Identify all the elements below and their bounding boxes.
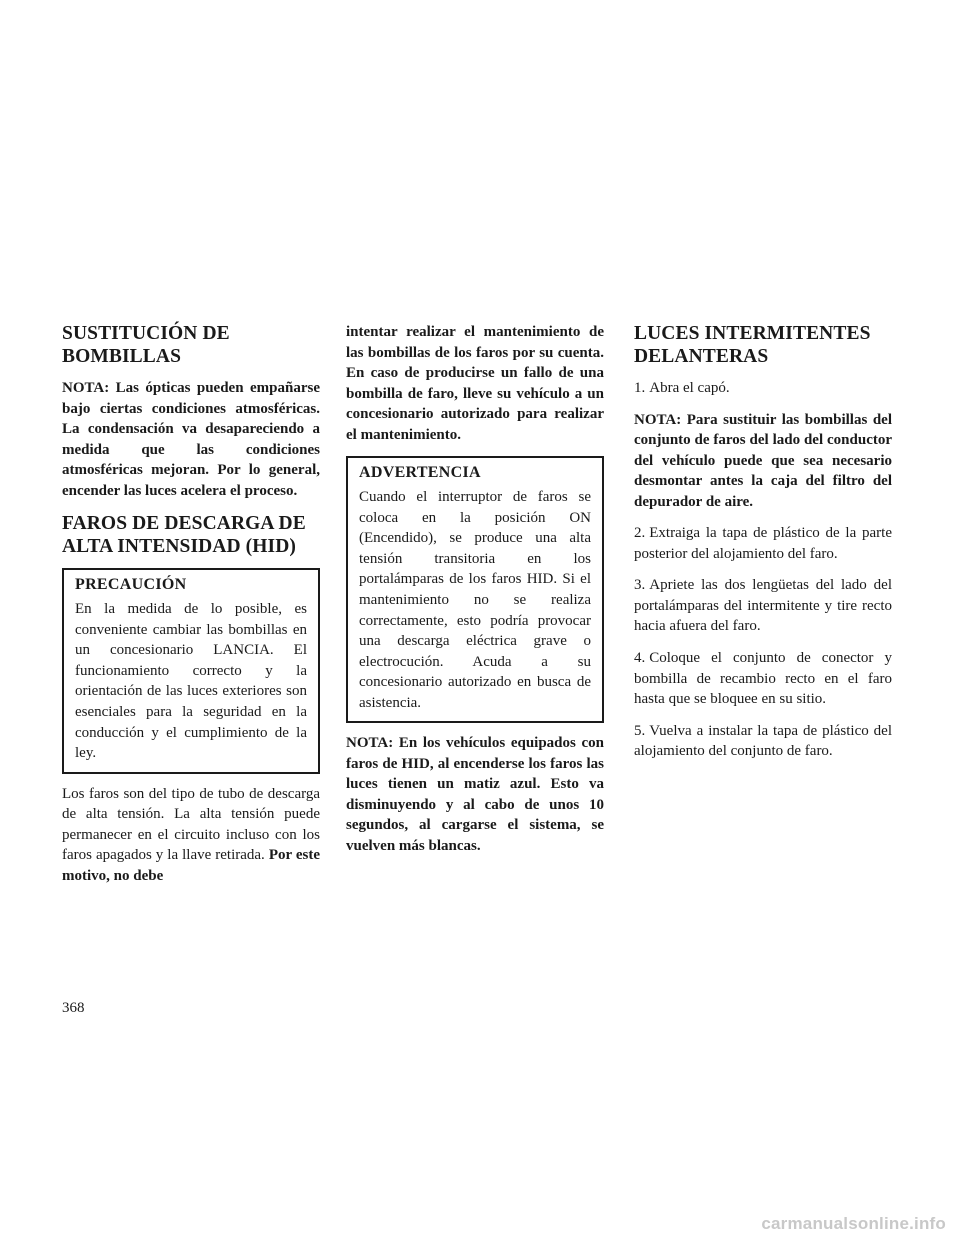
step-3 [634,575,892,637]
step-2-text: Extraiga la tapa de plástico de la parte posterior del alojamiento del faro. [634,525,892,562]
step-2-number: 2. [634,525,646,542]
step-4-text: Coloque el conjunto de conector y bombilla de recambio recto en el faro hasta que se bloquee en su sitio. [634,650,892,708]
heading-hid-headlamps: FAROS DE DESCARGA DE ALTA INTENSIDAD (HID) [62,513,306,558]
warning-title: ADVERTENCIA [359,464,481,482]
step-5 [634,721,892,762]
heading-front-turn-signals: LUCES INTERMITENTES DELANTERAS [634,323,871,367]
column-right [634,322,892,773]
step-1-number: 1. [634,380,646,396]
step-1-text: Abra el capó. [649,380,730,396]
caution-title: PRECAUCIÓN [75,576,187,594]
page-number: 368 [62,1000,85,1016]
note-condensation: NOTA: Las ópticas pueden empañarse bajo ciertas condiciones atmosféricas. La condensación va desapareciendo a medida que las condiciones atmosféricas mejoran. Por lo general, encender las luces acelera el proceso. [62,380,320,499]
heading-bulb-replacement: SUSTITUCIÓN DE BOMBILLAS [62,323,230,367]
step-1 [634,378,892,399]
column-left [62,322,320,897]
step-2 [634,523,892,564]
step-3-number: 3. [634,577,646,594]
warning-text: Cuando el interruptor de faros se coloca en la posición ON (Encendido), se produce una alta tensión transitoria en los portalámparas de los faros HID. Si el mantenimiento no se realiza correctamente, esto podría provocar una descarga eléctrica grave o electrocución. Acuda a su concesionario autorizado en busca de asistencia. [359,489,591,711]
hid-description-bold-continued: intentar realizar el mantenimiento de las bombillas de los faros por su cuenta. En caso de producirse un fallo de una bombilla de faro, lleve su vehículo a un concesionario autorizado para realizar el mantenimiento. [346,324,604,443]
caution-box [62,568,320,773]
step-4 [634,648,892,710]
note-hid-blue-tint: NOTA: En los vehículos equipados con faros de HID, al encenderse los faros las luces tienen un matiz azul. Esto va disminuyendo y al cabo de unos 10 segundos, al cargarse el sistema, se vuelven más blancas. [346,735,604,855]
note-air-filter: NOTA: Para sustituir las bombillas del conjunto de faros del lado del conductor del vehículo puede que sea necesario desmontar antes la caja del filtro del depurador de aire. [634,411,892,510]
step-5-text: Vuelva a instalar la tapa de plástico del alojamiento del conjunto de faro. [634,722,892,760]
hid-description-normal: Los faros son del tipo de tubo de descarga de alta tensión. La alta tensión puede permanecer en el circuito incluso con los faros apagados y la llave retirada. [62,785,320,864]
step-4-number: 4. [634,650,646,667]
column-middle [346,322,604,868]
step-5-number: 5. [634,722,646,739]
watermark-text: carmanualsonline.info [761,1214,946,1233]
step-3-text: Apriete las dos lengüetas del lado del portalámparas del intermitente y tire recto hacia afuera del faro. [634,577,892,635]
warning-box [346,456,604,723]
hid-description [62,784,320,887]
hid-description-bold: Por este motivo, no debe [62,847,321,884]
caution-text: En la medida de lo posible, es conveniente cambiar las bombillas en un concesionario LANCIA. El funcionamiento correcto y la orientación de las luces exteriores son esenciales para la seguridad en la conducción y el cumplimiento de la ley. [75,601,307,762]
